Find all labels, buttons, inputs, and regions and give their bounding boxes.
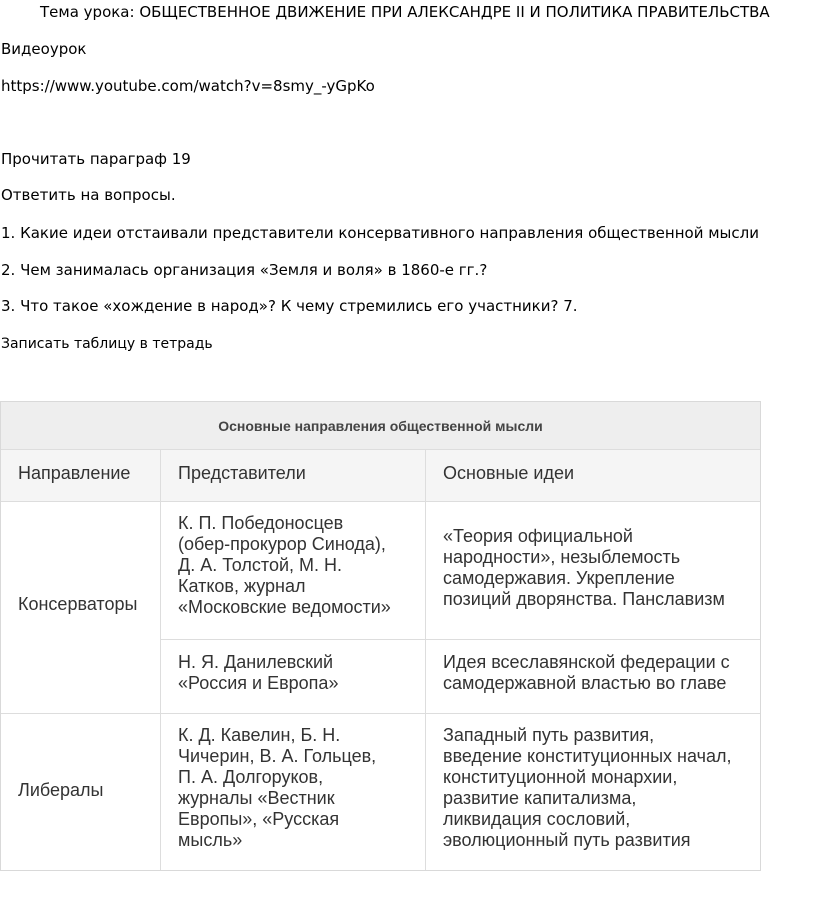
table-caption: Основные направления общественной мысли <box>1 402 760 450</box>
lesson-title: Тема урока: ОБЩЕСТВЕННОЕ ДВИЖЕНИЕ ПРИ АЛЕКСАНДРЕ II И ПОЛИТИКА ПРАВИТЕЛЬСТВА <box>40 3 770 21</box>
representatives-line: Катков, журнал <box>178 576 306 596</box>
ideas-line: Западный путь развития, <box>443 725 655 745</box>
representatives-cell <box>178 513 391 618</box>
representatives-line: Чичерин, В. А. Гольцев, <box>178 746 377 766</box>
header-direction: Направление <box>18 463 131 483</box>
direction-conservatives: Консерваторы <box>18 594 138 614</box>
ideas-line: конституционной монархии, <box>443 767 678 787</box>
read-task: Прочитать параграф 19 <box>1 150 191 168</box>
ideas-line: позиций дворянства. Панславизм <box>443 589 725 609</box>
answer-task: Ответить на вопросы. <box>1 186 176 204</box>
ideas-line: Идея всеславянской федерации с <box>443 652 730 672</box>
question-1: 1. Какие идеи отстаивали представители консервативного направления общественной мысли <box>1 224 759 242</box>
question-3: 3. Что такое «хождение в народ»? К чему стремились его участники? 7. <box>1 297 578 315</box>
representatives-cell <box>178 725 376 851</box>
column-divider <box>425 450 426 870</box>
representatives-line: (обер-прокурор Синода), <box>178 534 386 554</box>
representatives-line: Н. Я. Данилевский <box>178 652 334 672</box>
ideas-line: введение конституционных начал, <box>443 746 732 766</box>
ideas-line: самодержавной властью во главе <box>443 673 727 693</box>
ideas-line: развитие капитализма, <box>443 788 637 808</box>
representatives-cell <box>178 652 338 694</box>
video-lesson-label: Видеоурок <box>1 40 87 58</box>
ideas-line: самодержавия. Укрепление <box>443 568 675 588</box>
representatives-line: «Московские ведомости» <box>178 597 391 617</box>
ideas-cell <box>443 526 725 610</box>
header-representatives: Представители <box>178 463 306 483</box>
representatives-line: К. Д. Кавелин, Б. Н. <box>178 725 341 745</box>
representatives-line: К. П. Победоносцев <box>178 513 344 533</box>
row-divider <box>1 713 760 714</box>
ideas-cell <box>443 725 731 851</box>
column-divider <box>160 450 161 870</box>
representatives-line: мысль» <box>178 830 243 850</box>
directions-table <box>0 401 761 871</box>
representatives-line: Д. А. Толстой, М. Н. <box>178 555 343 575</box>
ideas-line: народности», незыблемость <box>443 547 681 567</box>
ideas-line: ликвидация сословий, <box>443 809 631 829</box>
ideas-cell <box>443 652 730 694</box>
table-task: Записать таблицу в тетрадь <box>1 336 213 352</box>
question-2: 2. Чем занималась организация «Земля и воля» в 1860-е гг.? <box>1 261 488 279</box>
ideas-line: эволюционный путь развития <box>443 830 691 850</box>
row-divider <box>160 639 760 640</box>
representatives-line: «Россия и Европа» <box>178 673 339 693</box>
representatives-line: Европы», «Русская <box>178 809 340 829</box>
header-ideas: Основные идеи <box>443 463 575 483</box>
ideas-line: «Теория официальной <box>443 526 633 546</box>
representatives-line: П. А. Долгоруков, <box>178 767 324 787</box>
representatives-line: журналы «Вестник <box>178 788 335 808</box>
direction-liberals: Либералы <box>18 780 104 800</box>
table-header-row <box>1 450 760 502</box>
video-link[interactable]: https://www.youtube.com/watch?v=8smy_-yGpKo <box>1 77 375 95</box>
